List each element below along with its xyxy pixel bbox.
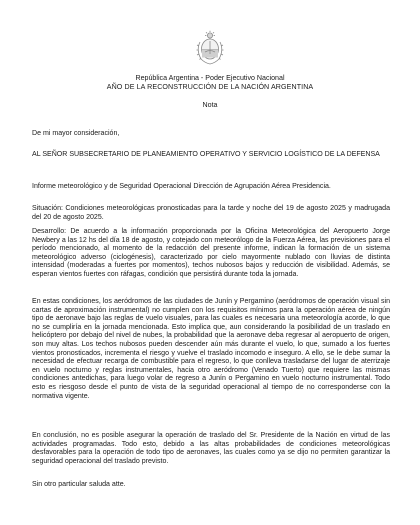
header-year-motto: AÑO DE LA RECONSTRUCCIÓN DE LA NACIÓN ARGENTINA <box>106 83 314 91</box>
closing-line: Sin otro particular saluda atte. <box>32 481 126 488</box>
document-type-label: Nota <box>202 101 218 109</box>
conclusion-paragraph: En conclusión, no es posible asegurar la operación de traslado del Sr. Presidente de la Nación en virtud de las actividades programadas. Todo esto, debido a las altas probabilidades de condiciones meteorológicas desfavorables para la operación de todo tipo de aeronaves, las cuales como ya se dijo no permiten garantizar la seguridad operacional del traslado previsto. <box>32 432 390 465</box>
situation-paragraph: Situación: Condiciones meteorológicas pronosticadas para la tarde y noche del 19 de agosto 2025 y madrugada del 20 de agosto 2025. <box>32 205 390 221</box>
addressee: AL SEÑOR SUBSECRETARIO DE PLANEAMIENTO OPERATIVO Y SERVICIO LOGÍSTICO DE LA DEFENSA <box>32 151 380 158</box>
argentina-coat-of-arms-icon <box>194 30 226 66</box>
header-government-line: República Argentina - Poder Ejecutivo Nacional <box>135 74 285 82</box>
subject-line: Informe meteorológico y de Seguridad Operacional Dirección de Agrupación Aérea Presidencia. <box>32 183 331 190</box>
development-paragraph: Desarrollo: De acuerdo a la información proporcionada por la Oficina Meteorológica del Aeropuerto Jorge Newbery a las 12 hs del día 18 de agosto, y cotejado con meteorólogo de la Fuerza Aérea, las previsiones para el período mencionado, al momento de la redacción del presente informe, indican la formación de un sistema meteorológico adverso (ciclogénesis), caracterizado por cielo mayormente nublado con lluvias de distinta intensidad (moderadas a fuertes por momentos), techos nubosos bajos y reducción de visibilidad. Además, se esperan vientos fuertes con ráfagas, condición que persistirá durante toda la jornada. <box>32 228 390 278</box>
greeting: De mi mayor consideración, <box>32 130 120 137</box>
conditions-paragraph: En estas condiciones, los aeródromos de las ciudades de Junín y Pergamino (aeródromos de operación visual sin cartas de aproximación instrumental) no cumplen con los requisitos mínimos para la operación aérea de ningún tipo de aeronave bajo las reglas de vuelo visuales, para las cuales es necesaria una meteorología acorde, lo que no se cumpliría en la jornada mencionada. Esto implica que, aun considerando la posibilidad de un traslado en helicóptero por debajo del nivel de nubes, la probabilidad que la aeronave deba regresar al aeropuerto de origen, son muy altas. Los techos nubosos pueden descender aún más durante el vuelo, lo que, sumado a los fuertes vientos pronosticados, incrementa el riesgo y vuelve el traslado incomodo e inseguro. A ello, se le debe sumar la necesidad de efectuar recarga de combustible para el regreso, lo que conlleva trasladarse del lugar de aterrizaje en vuelo nocturno y reglas instrumentales, hacia otro aeródromo (Venado Tuerto) que requiere las mismas condiciones antedichas, para luego volar de regreso a Junín o Pergamino en vuelo nocturno instrumental. Todo esto es riesgoso desde el punto de vista de la seguridad operacional al tiempo de no corresponderse con la normativa vigente. <box>32 298 390 400</box>
